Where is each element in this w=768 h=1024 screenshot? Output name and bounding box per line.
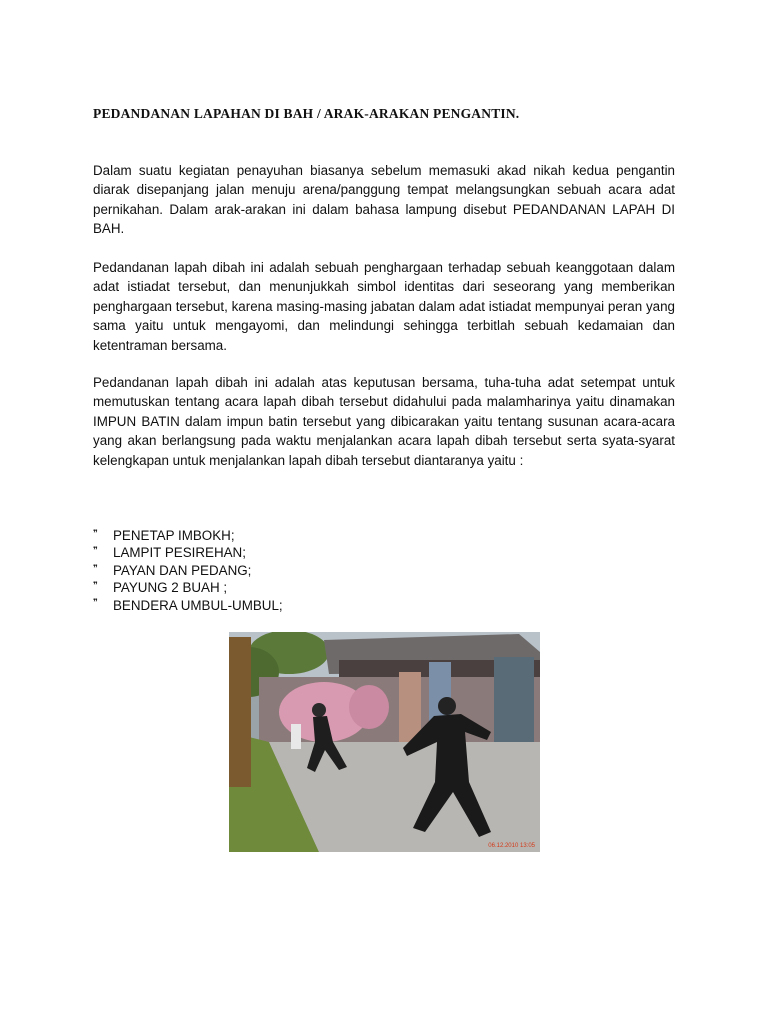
bullet-icon: ❞ [93, 597, 98, 608]
list-item-label: PAYAN DAN PEDANG; [113, 562, 252, 578]
list-item [93, 544, 283, 561]
bullet-icon: ❞ [93, 579, 98, 590]
list-item-label: LAMPIT PESIREHAN; [113, 545, 246, 561]
photo-date-stamp: 06.12.2010 13:05 [488, 843, 535, 849]
list-item-label: BENDERA UMBUL-UMBUL; [113, 597, 283, 613]
list-item [93, 579, 283, 596]
document-title: PEDANDANAN LAPAHAN DI BAH / ARAK-ARAKAN PENGANTIN. [93, 106, 520, 121]
list-item [93, 597, 283, 614]
bullet-icon: ❞ [93, 562, 98, 573]
bullet-icon: ❞ [93, 545, 98, 556]
list-item [93, 562, 283, 579]
photo-silat-performance [229, 632, 540, 852]
photo-person-edge [229, 637, 251, 787]
requirements-list [93, 527, 283, 614]
bullet-icon: ❞ [93, 527, 98, 538]
list-item [93, 527, 283, 544]
paragraph-3: Pedandanan lapah dibah ini adalah atas keputusan bersama, tuha-tuha adat setempat untuk memutuskan tentang acara lapah dibah tersebut didahului pada malamharinya yaitu dinamakan IMPUN BATIN dalam impun batin tersebut yang dibicarakan yaitu tentang susunan acara-acara yang akan berlangsung pada waktu menjalankan acara lapah dibah tersebut serta syata-syarat kelengkapan untuk menjalankan lapah dibah tersebut diantaranya yaitu : [93, 375, 675, 468]
photo-crowd-pink [349, 685, 389, 729]
list-item-label: PENETAP IMBOKH; [113, 528, 235, 543]
photo-child [291, 724, 301, 749]
paragraph-1: Dalam suatu kegiatan penayuhan biasanya sebelum memasuki akad nikah kedua pengantin diarak disepanjang jalan menuju arena/panggung tempat melangsungkan sebuah acara adat pernikahan. Dalam arak-arakan ini dalam bahasa lampung disebut PEDANDANAN LAPAH DI BAH. [93, 163, 675, 237]
photo-person [399, 672, 421, 742]
list-item-label: PAYUNG 2 BUAH ; [113, 580, 228, 596]
paragraph-2: Pedandanan lapah dibah ini adalah sebuah penghargaan terhadap sebuah keanggotaan dalam adat istiadat tersebut, dan menunjukkah simbol identitas dari seseorang yang memberikan penghargaan tersebut, karena masing-masing jabatan dalam adat istiadat mempunyai peran yang sama yaitu untuk mengayomi, dan melindungi sehingga terbitlah sebuah kedamaian dan ketentraman bersama. [93, 260, 675, 353]
